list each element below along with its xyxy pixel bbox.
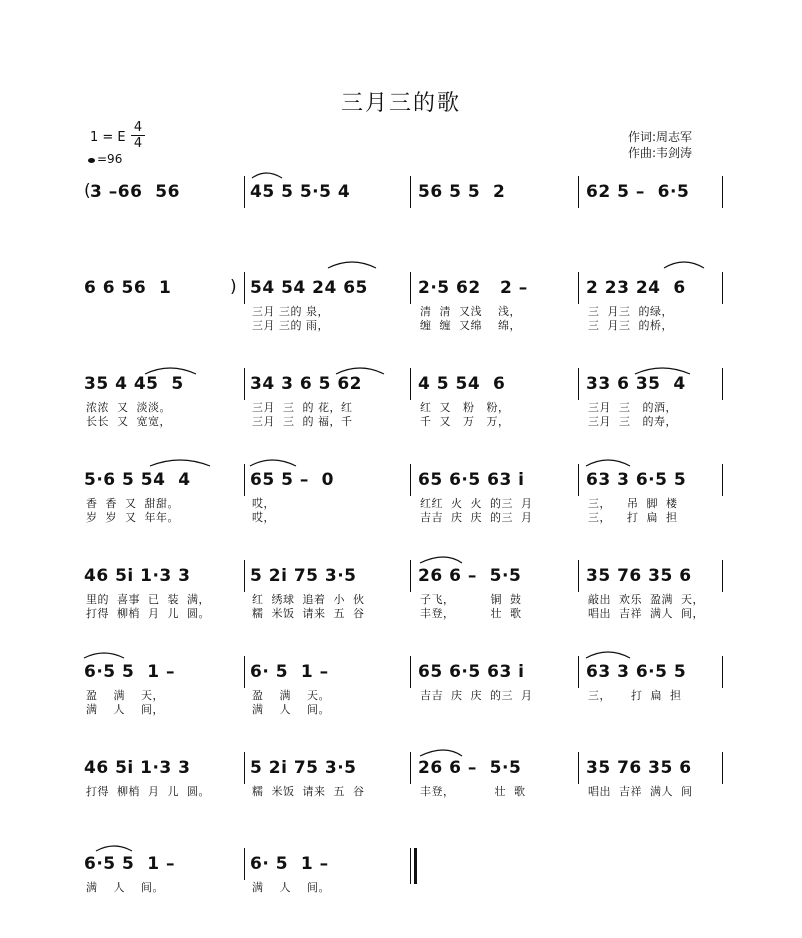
slur bbox=[635, 368, 690, 374]
lyric-line: 红 又 粉 粉， bbox=[420, 401, 510, 414]
measure-notes: 6·5 5 1 – bbox=[84, 854, 175, 874]
lyric-line: 哎， bbox=[252, 497, 275, 510]
lyric-line: 里的 喜事 已 装 满， bbox=[86, 593, 210, 606]
lyric-line: 红 绣球 追着 小 伙 bbox=[252, 593, 365, 606]
lyric-line: 打得 柳梢 月 儿 圆。 bbox=[86, 607, 210, 620]
lyric-line: 满 人 间。 bbox=[86, 881, 164, 894]
measure-notes: 33 6 35 4 bbox=[586, 374, 686, 394]
lyric-line: 三月 三 的 花，红 bbox=[252, 401, 353, 414]
repeat-paren-open: ( bbox=[84, 181, 91, 201]
measure-notes: 35 76 35 6 bbox=[586, 566, 692, 586]
lyric-line: 丰登， 壮 歌 bbox=[420, 607, 522, 620]
lyric-line: 子飞， 铜 鼓 bbox=[420, 593, 522, 606]
lyric-line: 糯 米饭 请来 五 谷 bbox=[252, 785, 365, 798]
measure-notes: 56 5 5 2 bbox=[418, 182, 506, 202]
lyric-line: 吉吉 庆 庆 的三 月 bbox=[420, 511, 533, 524]
lyric-line: 满 人 间， bbox=[86, 703, 164, 716]
slur bbox=[145, 368, 196, 374]
measure-notes: 6·5 5 1 – bbox=[84, 662, 175, 682]
slur bbox=[150, 460, 210, 466]
slur bbox=[586, 460, 630, 466]
lyric-line: 三月 三的 泉， bbox=[252, 305, 329, 318]
lyric-line: 糯 米饭 请来 五 谷 bbox=[252, 607, 365, 620]
lyric-line: 三月 三 的酒， bbox=[588, 401, 677, 414]
slur bbox=[96, 846, 132, 851]
slur bbox=[420, 750, 462, 756]
credit-composer: 作曲:韦剑涛 bbox=[628, 146, 693, 160]
measure-notes: 26 6 – 5·5 bbox=[418, 758, 522, 778]
lyric-line: 三月 三的 雨， bbox=[252, 319, 329, 332]
measure-notes: 4 5 54 6 bbox=[418, 374, 506, 394]
lyric-line: 长长 又 宽宽， bbox=[86, 415, 171, 428]
lyric-line: 敲出 欢乐 盈满 天， bbox=[588, 593, 704, 606]
measure-notes: 34 3 6 5 62 bbox=[250, 374, 362, 394]
slur bbox=[586, 652, 630, 658]
lyric-line: 三 月三 的绿， bbox=[588, 305, 673, 318]
measure-notes: 35 4 45 5 bbox=[84, 374, 184, 394]
measure-notes: 46 5i 1·3 3 bbox=[84, 758, 191, 778]
measure-notes: 5 2i 75 3·5 bbox=[250, 758, 357, 778]
measure-notes: 46 5i 1·3 3 bbox=[84, 566, 191, 586]
credit-lyricist: 作词:周志军 bbox=[628, 130, 693, 144]
measure-notes: 65 6·5 63 i bbox=[418, 662, 525, 682]
measure-notes: 3 –66 56 bbox=[90, 182, 180, 202]
song-title: 三月三的歌 bbox=[340, 91, 461, 116]
measure-notes: 2 23 24 6 bbox=[586, 278, 686, 298]
slur bbox=[420, 557, 462, 563]
lyric-line: 三， 打 扁 担 bbox=[588, 689, 682, 702]
measure-notes: 5 2i 75 3·5 bbox=[250, 566, 357, 586]
lyric-line: 缠 缠 又绵 绵， bbox=[420, 319, 521, 332]
key-signature: 1 = E bbox=[90, 130, 126, 145]
lyric-line: 香 香 又 甜甜。 bbox=[86, 497, 179, 510]
lyric-line: 满 人 间。 bbox=[252, 703, 330, 716]
measure-notes: 54 54 24 65 bbox=[250, 278, 368, 298]
lyric-line: 三月 三 的 福，千 bbox=[252, 415, 353, 428]
measure-notes: 6· 5 1 – bbox=[250, 662, 329, 682]
lyric-line: 三， 吊 脚 楼 bbox=[588, 497, 678, 510]
lyric-line: 千 又 万 万， bbox=[420, 415, 510, 428]
lyric-line: 丰登， 壮 歌 bbox=[420, 785, 526, 798]
lyric-line: 岁 岁 又 年年。 bbox=[86, 511, 179, 524]
lyric-line: 打得 柳梢 月 儿 圆。 bbox=[86, 785, 210, 798]
lyric-line: 吉吉 庆 庆 的三 月 bbox=[420, 689, 533, 702]
slur bbox=[664, 262, 704, 268]
measure-notes: 45 5 5·5 4 bbox=[250, 182, 351, 202]
measure-notes: 65 6·5 63 i bbox=[418, 470, 525, 490]
lyric-line: 三月 三 的寿， bbox=[588, 415, 677, 428]
lyric-line: 三， 打 扁 担 bbox=[588, 511, 678, 524]
time-signature-bottom: 4 bbox=[131, 135, 145, 151]
measure-notes: 26 6 – 5·5 bbox=[418, 566, 522, 586]
lyric-line: 清 清 又浅 浅， bbox=[420, 305, 521, 318]
lyric-line: 哎， bbox=[252, 511, 275, 524]
measure-notes: 63 3 6·5 5 bbox=[586, 470, 687, 490]
measure-notes: 62 5 – 6·5 bbox=[586, 182, 690, 202]
measure-notes: 35 76 35 6 bbox=[586, 758, 692, 778]
lyric-line: 唱出 吉祥 满人 间 bbox=[588, 785, 693, 798]
slur bbox=[252, 173, 282, 178]
measure-notes: 65 5 – 0 bbox=[250, 470, 334, 490]
lyric-line: 浓浓 又 淡淡。 bbox=[86, 401, 171, 414]
slur bbox=[328, 262, 376, 268]
measure-notes: 6 6 56 1 bbox=[84, 278, 172, 298]
slur bbox=[250, 460, 296, 466]
slur bbox=[336, 368, 384, 374]
measure-notes: 63 3 6·5 5 bbox=[586, 662, 687, 682]
lyric-line: 盈 满 天， bbox=[86, 689, 164, 702]
measure-notes: 6· 5 1 – bbox=[250, 854, 329, 874]
lyric-line: 三 月三 的桥， bbox=[588, 319, 673, 332]
measure-notes: 5·6 5 54 4 bbox=[84, 470, 191, 490]
repeat-paren-close: ) bbox=[230, 277, 237, 297]
slur bbox=[84, 653, 124, 658]
lyric-line: 盈 满 天。 bbox=[252, 689, 330, 702]
tempo-value: =96 bbox=[97, 152, 123, 166]
lyric-line: 红红 火 火 的三 月 bbox=[420, 497, 533, 510]
lyric-line: 满 人 间。 bbox=[252, 881, 330, 894]
measure-notes: 2·5 62 2 – bbox=[418, 278, 528, 298]
time-signature-top: 4 bbox=[133, 120, 143, 135]
lyric-line: 唱出 吉祥 满人 间， bbox=[588, 607, 704, 620]
